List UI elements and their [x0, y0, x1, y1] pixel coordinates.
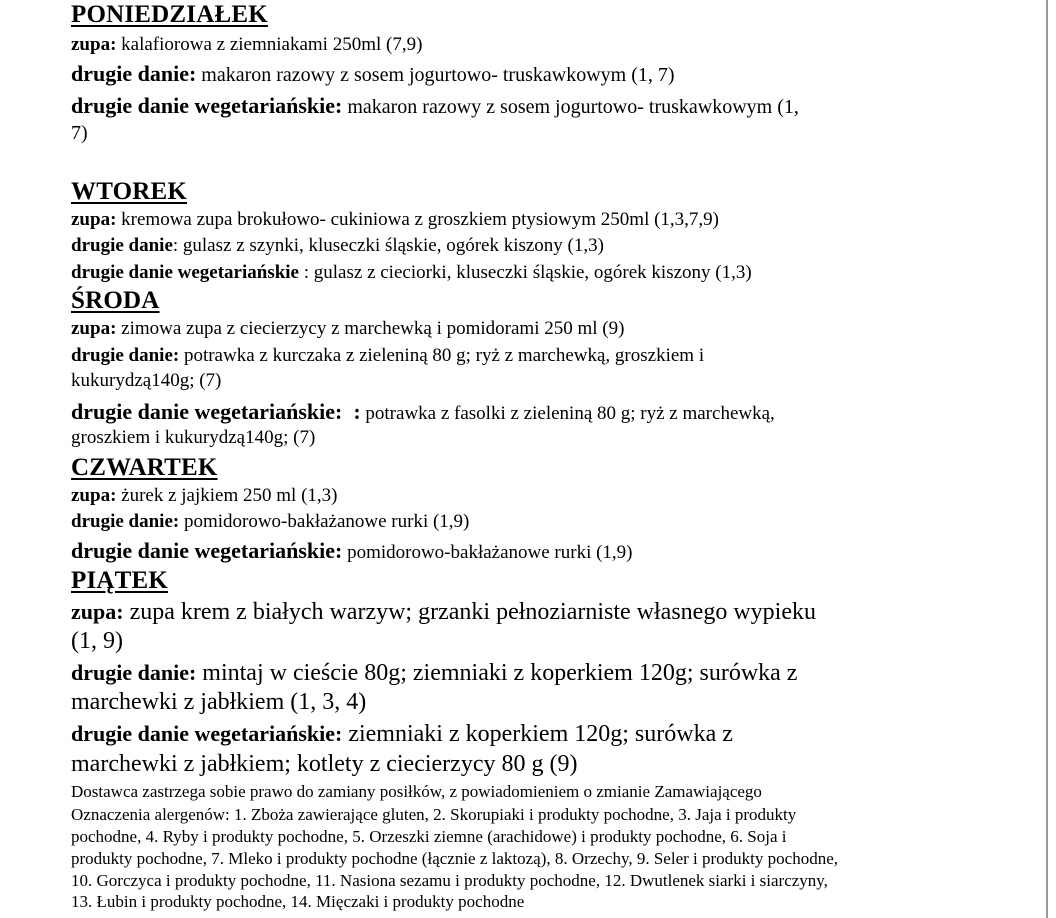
thursday-main-line [71, 512, 469, 531]
veg-text: : gulasz z cieciorki, kluseczki śląskie, ogórek kiszony (1,3) [299, 262, 752, 283]
wednesday-main-line-2: kukurydzą140g; (7) [71, 370, 222, 391]
tuesday-soup-line [71, 210, 719, 229]
thursday-veg-line [71, 540, 633, 562]
wednesday-soup-line [71, 319, 624, 338]
page-edge-divider [1046, 0, 1048, 918]
veg-text: ziemniaki z koperkiem 120g; surówka z [348, 721, 733, 747]
veg-text: makaron razowy z sosem jogurtowo- truskawkowym (1, [347, 96, 799, 118]
friday-soup-line [71, 600, 816, 624]
allergens-line-1: Oznaczenia alergenów: 1. Zboża zawierające gluten, 2. Skorupiaki i produkty pochodne, 3. Jaja i produkty [71, 805, 797, 824]
main-label: drugie danie: [71, 511, 180, 532]
veg-label: drugie danie wegetariańskie: [71, 538, 343, 563]
soup-text: zimowa zupa z ciecierzycy z marchewką i pomidorami 250 ml (9) [121, 318, 625, 339]
allergens-line-2: pochodne, 4. Ryby i produkty pochodne, 5. Orzeszki ziemne (arachidowe) i produkty pochodne, 6. Soja i [71, 827, 787, 846]
monday-veg-line [71, 95, 799, 117]
friday-main-line [71, 661, 797, 685]
veg-text: potrawka z fasolki z zieleniną 80 g; ryż z marchewką, [360, 403, 775, 424]
wednesday-main-line [71, 346, 704, 365]
friday-veg-line-2: marchewki z jabłkiem; kotlety z ciecierzycy 80 g (9) [71, 751, 578, 777]
veg-label: drugie danie wegetariańskie: [71, 721, 343, 746]
allergens-line-5: 13. Łubin i produkty pochodne, 14. Mięczaki i produkty pochodne [71, 892, 525, 911]
main-label: drugie danie: [71, 660, 197, 685]
allergens-line-4: 10. Gorczyca i produkty pochodne, 11. Nasiona sezamu i produkty pochodne, 12. Dwutlenek siarki i siarczyny, [71, 871, 828, 890]
main-label: drugie danie: [71, 345, 180, 366]
soup-label: zupa: [71, 599, 124, 624]
main-text: pomidorowo-bakłażanowe rurki (1,9) [183, 511, 470, 532]
main-label: drugie danie [71, 235, 173, 256]
main-text: : gulasz z szynki, kluseczki śląskie, ogórek kiszony (1,3) [172, 235, 604, 256]
day-heading-friday: PIĄTEK [71, 567, 169, 594]
soup-text: kremowa zupa brokułowo- cukiniowa z groszkiem ptysiowym 250ml (1,3,7,9) [121, 209, 720, 230]
wednesday-veg-line-2: groszkiem i kukurydzą140g; (7) [71, 427, 316, 448]
wednesday-veg-line [71, 401, 775, 423]
monday-main-line [71, 63, 675, 85]
tuesday-main-line [71, 236, 604, 255]
day-heading-wednesday: ŚRODA [71, 287, 160, 314]
soup-text: zupa krem z białych warzyw; grzanki pełnoziarniste własnego wypieku [129, 599, 816, 625]
monday-soup-line [71, 35, 422, 54]
soup-label: zupa: [71, 318, 117, 339]
thursday-soup-line [71, 486, 337, 505]
day-heading-tuesday: WTOREK [71, 178, 188, 205]
supplier-note: Dostawca zastrzega sobie prawo do zamiany posiłków, z powiadomieniem o zmianie Zamawiającego [71, 782, 762, 801]
soup-label: zupa: [71, 485, 117, 506]
tuesday-veg-line [71, 263, 752, 282]
veg-text: pomidorowo-bakłażanowe rurki (1,9) [347, 542, 633, 563]
main-text: mintaj w cieście 80g; ziemniaki z koperkiem 120g; surówka z [202, 660, 798, 686]
veg-label: drugie danie wegetariańskie: [71, 93, 343, 118]
soup-label: zupa: [71, 34, 117, 55]
veg-label: drugie danie wegetariańskie: [71, 399, 343, 424]
veg-colon: : [342, 399, 361, 424]
day-heading-monday: PONIEDZIAŁEK [71, 1, 268, 28]
friday-soup-line-2: (1, 9) [71, 628, 123, 654]
allergens-line-3: produkty pochodne, 7. Mleko i produkty pochodne (łącznie z laktozą), 8. Orzechy, 9. Seler i produkty pochodne, [71, 849, 838, 868]
friday-veg-line [71, 722, 733, 746]
main-text: makaron razowy z sosem jogurtowo- truskawkowym (1, 7) [201, 64, 675, 86]
soup-label: zupa: [71, 209, 117, 230]
monday-veg-line-2: 7) [71, 122, 88, 144]
soup-text: kalafiorowa z ziemniakami 250ml (7,9) [121, 34, 423, 55]
friday-main-line-2: marchewki z jabłkiem (1, 3, 4) [71, 689, 367, 715]
main-text: potrawka z kurczaka z zieleniną 80 g; ryż z marchewką, groszkiem i [183, 345, 705, 366]
veg-label: drugie danie wegetariańskie [71, 262, 299, 283]
day-heading-thursday: CZWARTEK [71, 454, 218, 481]
main-label: drugie danie: [71, 61, 197, 86]
soup-text: żurek z jajkiem 250 ml (1,3) [121, 485, 338, 506]
